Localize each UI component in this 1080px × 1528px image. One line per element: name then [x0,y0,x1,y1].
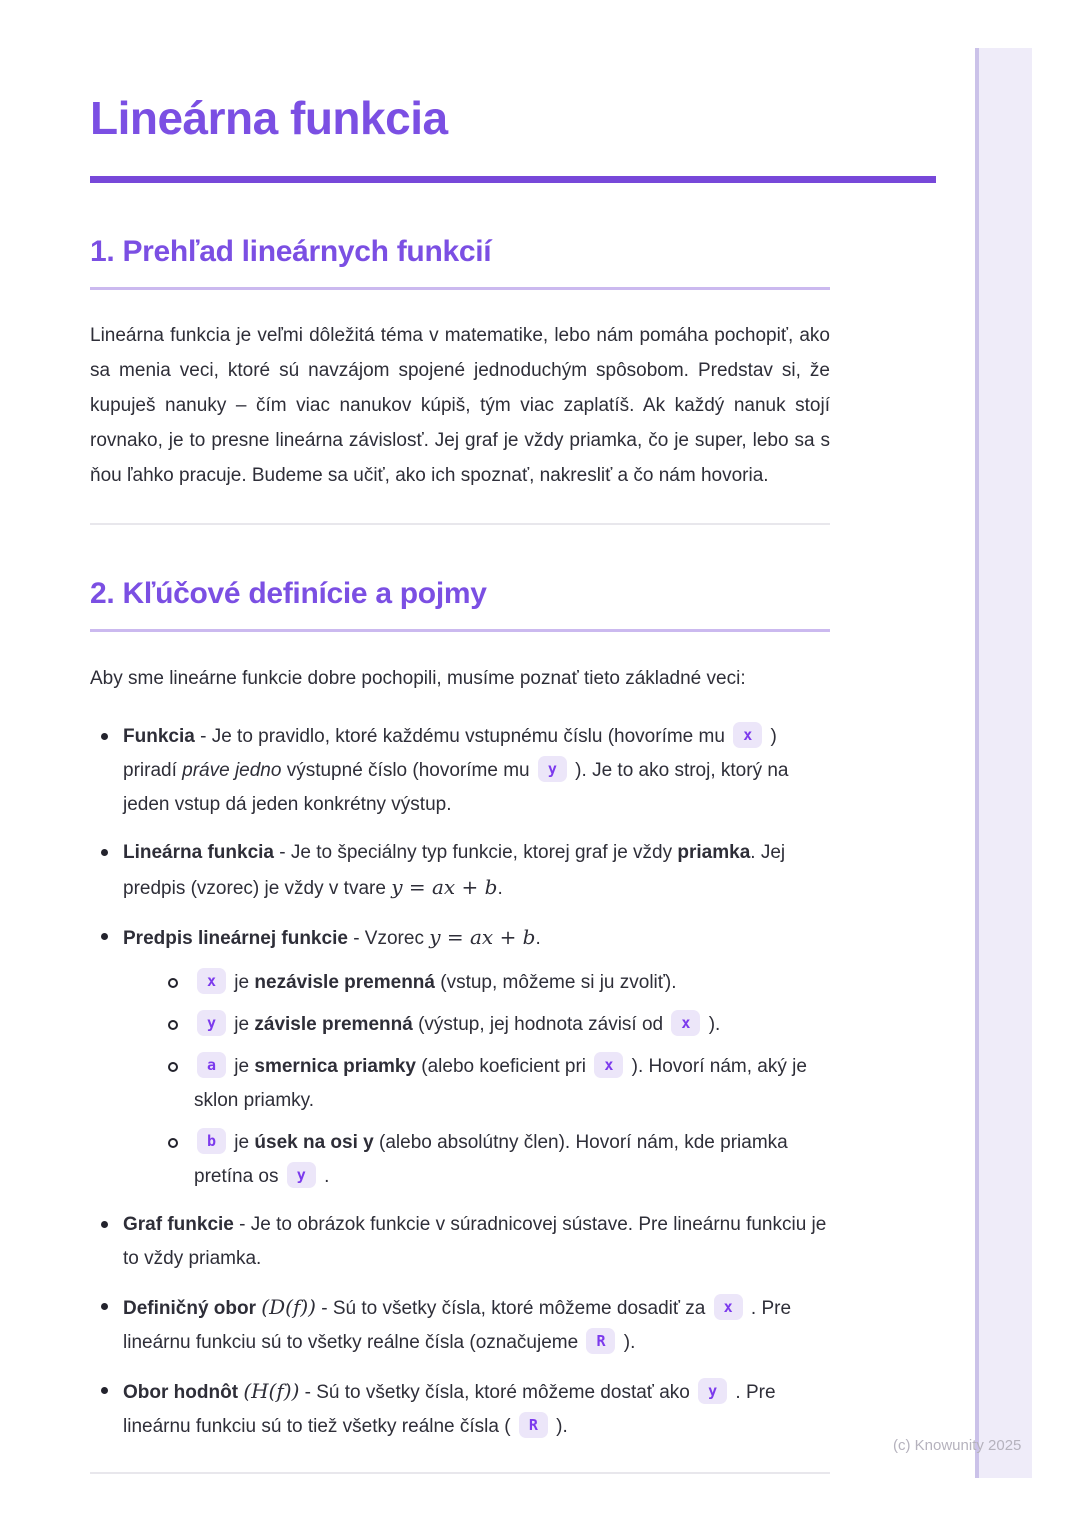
text-segment: (výstup, jej hodnota závisí od [412,1014,669,1035]
list-item-text [123,1214,826,1269]
section-heading-2-underline [90,629,830,632]
bullet-marker [101,733,108,740]
text-segment: (H(f)) [243,1379,300,1403]
section-2-intro: Aby sme lineárne funkcie dobre pochopili, musíme poznať tieto základné veci: [90,668,746,689]
text-segment: (alebo koeficient pri [415,1056,592,1077]
text-segment: Lineárna funkcia [123,842,274,863]
document-content [90,0,936,1458]
text-segment: Obor hodnôt [123,1382,239,1403]
section-heading-2: 2. Kľúčové definície a pojmy [90,577,487,610]
text-segment: (D(f)) [261,1295,316,1319]
text-segment: ). [550,1416,568,1437]
list-item [90,720,830,822]
page-title: Lineárna funkcia [90,92,448,144]
text-segment: Graf funkcie [123,1214,234,1235]
text-segment: . [535,928,541,949]
text-segment: Funkcia [123,726,195,747]
text-segment: práve jedno [182,760,282,781]
inline-code-chip: y [287,1162,316,1188]
text-segment: (alebo absolútny člen). Hovorí nám, kde priamka pretína os [194,1132,788,1187]
list-item-text [123,1379,776,1437]
circle-bullet-marker [168,978,178,988]
circle-bullet-marker [168,1062,178,1072]
bullet-marker [101,849,108,856]
text-segment: Definičný obor [123,1298,257,1319]
sublist-item [168,966,830,1000]
text-segment: priamka [677,842,751,863]
text-segment: - Je to špeciálny typ funkcie, ktorej graf je vždy [274,842,678,863]
bullet-marker [101,933,108,940]
footer-copyright: (c) Knowunity 2025 [893,1437,1022,1454]
inline-code-chip: x [671,1010,700,1036]
text-segment: - Je to pravidlo, ktoré každému vstupnému číslu (hovoríme mu [194,726,731,747]
list-item [90,836,830,906]
text-segment: - Sú to všetky čísla, ktoré môžeme dostať ako [299,1382,696,1403]
next-page-edge-panel [975,48,1032,1478]
circle-bullet-marker [168,1020,178,1030]
section-divider [90,523,830,525]
section-heading-1: 1. Prehľad lineárnych funkcií [90,235,492,268]
text-segment: ). [703,1014,721,1035]
text-segment: je [229,972,255,993]
text-segment: (vstup, môžeme si ju zvoliť). [434,972,677,993]
sublist [168,966,830,1194]
inline-code-chip: x [714,1294,743,1320]
definitions-list [90,720,830,1444]
text-segment: - Je to obrázok funkcie v súradnicovej sústave. Pre lineárnu funkciu je to vždy priamka. [123,1214,827,1269]
bullet-marker [101,1387,108,1394]
text-segment: výstupné číslo (hovoríme mu [281,760,535,781]
text-segment: ) priradí [123,726,777,781]
list-item-text [123,842,785,899]
text-segment: . Pre lineárnu funkciu sú to všetky reálne čísla (označujeme [123,1298,792,1353]
section-heading-1-underline [90,287,830,290]
text-segment: nezávisle premenná [254,972,435,993]
text-segment: . Pre lineárnu funkciu sú to tiež všetky reálne čísla ( [123,1382,776,1437]
text-segment: je [229,1056,255,1077]
inline-code-chip: y [698,1378,727,1404]
sublist-item-text [194,972,677,993]
bullet-marker [101,1303,108,1310]
inline-code-chip: R [586,1328,615,1354]
list-item [90,1208,830,1276]
text-segment: . Jej predpis (vzorec) je vždy v tvare [123,842,786,899]
sublist-item-text [194,1132,788,1187]
list-item-text [123,925,541,949]
sublist-item [168,1008,830,1042]
inline-code-chip: y [197,1010,226,1036]
list-item [90,1374,830,1444]
text-segment: úsek na osi y [254,1132,374,1153]
text-segment: je [229,1132,255,1153]
sublist-item-text [194,1014,720,1035]
text-segment: závisle premenná [254,1014,413,1035]
text-segment: ). [618,1332,636,1353]
text-segment: . [318,1166,330,1187]
list-item [90,1290,830,1360]
section-1-paragraph: Lineárna funkcia je veľmi dôležitá téma v matematike, lebo nám pomáha pochopiť, ako sa menia veci, ktoré sú navzájom spojené jednoduchým spôsobom. Predstav si, že kupuješ nanuky – čím viac nanukov kúpiš, tým viac zaplatíš. Ak každý nanuk stojí rovnako, je to presne lineárna závislosť. Jej graf je vždy priamka, čo je super, lebo sa s ňou ľahko pracuje. Budeme sa učiť, ako ich spoznať, nakresliť a čo nám hovoria. [90,325,830,486]
circle-bullet-marker [168,1138,178,1148]
title-rule [90,176,936,183]
text-segment: . [497,878,503,899]
text-segment: y = ax + b [429,925,536,949]
text-segment: je [229,1014,255,1035]
inline-code-chip: a [197,1052,226,1078]
inline-code-chip: R [519,1412,548,1438]
inline-code-chip: x [594,1052,623,1078]
bullet-marker [101,1221,108,1228]
inline-code-chip: b [197,1128,226,1154]
text-segment: ). Hovorí nám, aký je sklon priamky. [194,1056,807,1111]
list-item [90,920,830,1194]
inline-code-chip: y [538,756,567,782]
text-segment: - Sú to všetky čísla, ktoré môžeme dosadiť za [315,1298,711,1319]
sublist-item [168,1050,830,1118]
inline-code-chip: x [733,722,762,748]
list-item-text [123,726,789,815]
sublist-item-text [194,1056,807,1111]
sublist-item [168,1126,830,1194]
text-segment: Predpis lineárnej funkcie [123,928,348,949]
list-item-text [123,1295,792,1353]
bottom-section-divider [90,1472,830,1474]
text-segment: y = ax + b [391,875,498,899]
inline-code-chip: x [197,968,226,994]
text-segment: ). Je to ako stroj, ktorý na jeden vstup dá jeden konkrétny výstup. [123,760,789,815]
text-segment: - Vzorec [347,928,430,949]
text-segment: smernica priamky [254,1056,416,1077]
